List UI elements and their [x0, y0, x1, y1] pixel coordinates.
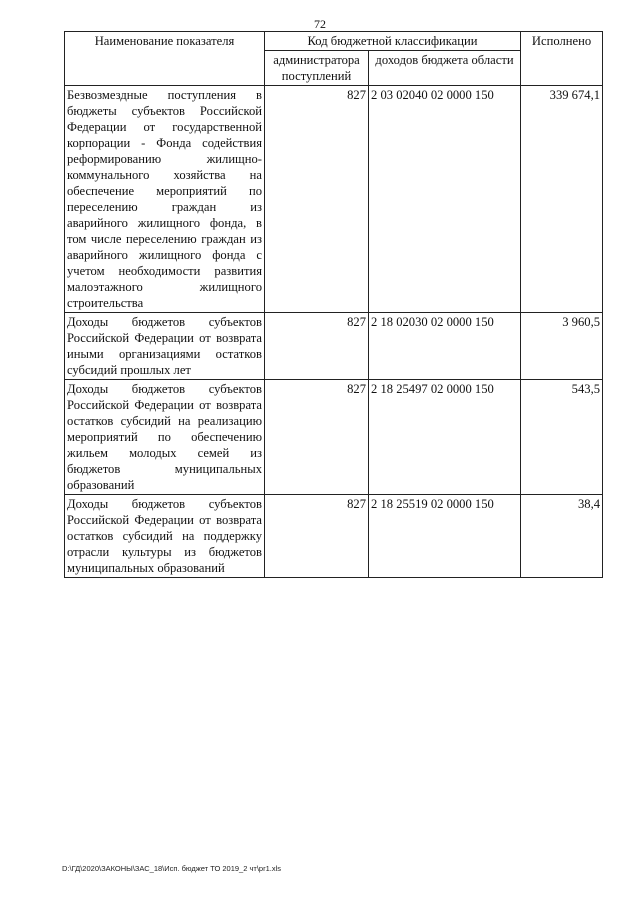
row-revenue-code: 2 03 02040 02 0000 150: [369, 86, 521, 313]
footer-file-path: D:\ГД\2020\ЗАКОНЫ\ЗАС_18\Исп. бюджет ТО 2019_2 чт\pr1.xls: [62, 864, 281, 873]
row-amount: 3 960,5: [521, 313, 603, 380]
row-revenue-code: 2 18 25519 02 0000 150: [369, 495, 521, 578]
table-row: [65, 313, 603, 380]
header-admin: администратора поступлений: [265, 51, 369, 86]
table-row: [65, 495, 603, 578]
row-revenue-code: 2 18 25497 02 0000 150: [369, 380, 521, 495]
header-revenue: доходов бюджета области: [369, 51, 521, 86]
row-admin-code: 827: [265, 313, 369, 380]
row-name: Доходы бюджетов субъектов Российской Федерации от возврата остатков субсидий на реализацию мероприятий по обеспечению жильем молодых семей из бюджетов муниципальных образований: [65, 380, 265, 495]
row-name: Доходы бюджетов субъектов Российской Федерации от возврата иными организациями остатков субсидий прошлых лет: [65, 313, 265, 380]
row-revenue-code: 2 18 02030 02 0000 150: [369, 313, 521, 380]
revenue-table: [64, 31, 603, 578]
header-row-top: [65, 32, 603, 51]
page-number: 72: [314, 17, 326, 31]
header-executed: Исполнено: [521, 32, 603, 86]
header-code-group: Код бюджетной классификации: [265, 32, 521, 51]
row-admin-code: 827: [265, 495, 369, 578]
row-name: Доходы бюджетов субъектов Российской Федерации от возврата остатков субсидий на поддержку отрасли культуры из бюджетов муниципальных образований: [65, 495, 265, 578]
row-admin-code: 827: [265, 86, 369, 313]
row-amount: 38,4: [521, 495, 603, 578]
header-name: Наименование показателя: [65, 32, 265, 86]
table-row: [65, 380, 603, 495]
row-name: Безвозмездные поступления в бюджеты субъектов Российской Федерации от государственной корпорации - Фонда содействия реформированию жилищно-коммунального хозяйства на обеспечение мероприятий по переселению граждан из аварийного жилищного фонда, в том числе переселению граждан из аварийного жилищного фонда с учетом необходимости развития малоэтажного жилищного строительства: [65, 86, 265, 313]
row-amount: 339 674,1: [521, 86, 603, 313]
row-admin-code: 827: [265, 380, 369, 495]
table-row: [65, 86, 603, 313]
row-amount: 543,5: [521, 380, 603, 495]
